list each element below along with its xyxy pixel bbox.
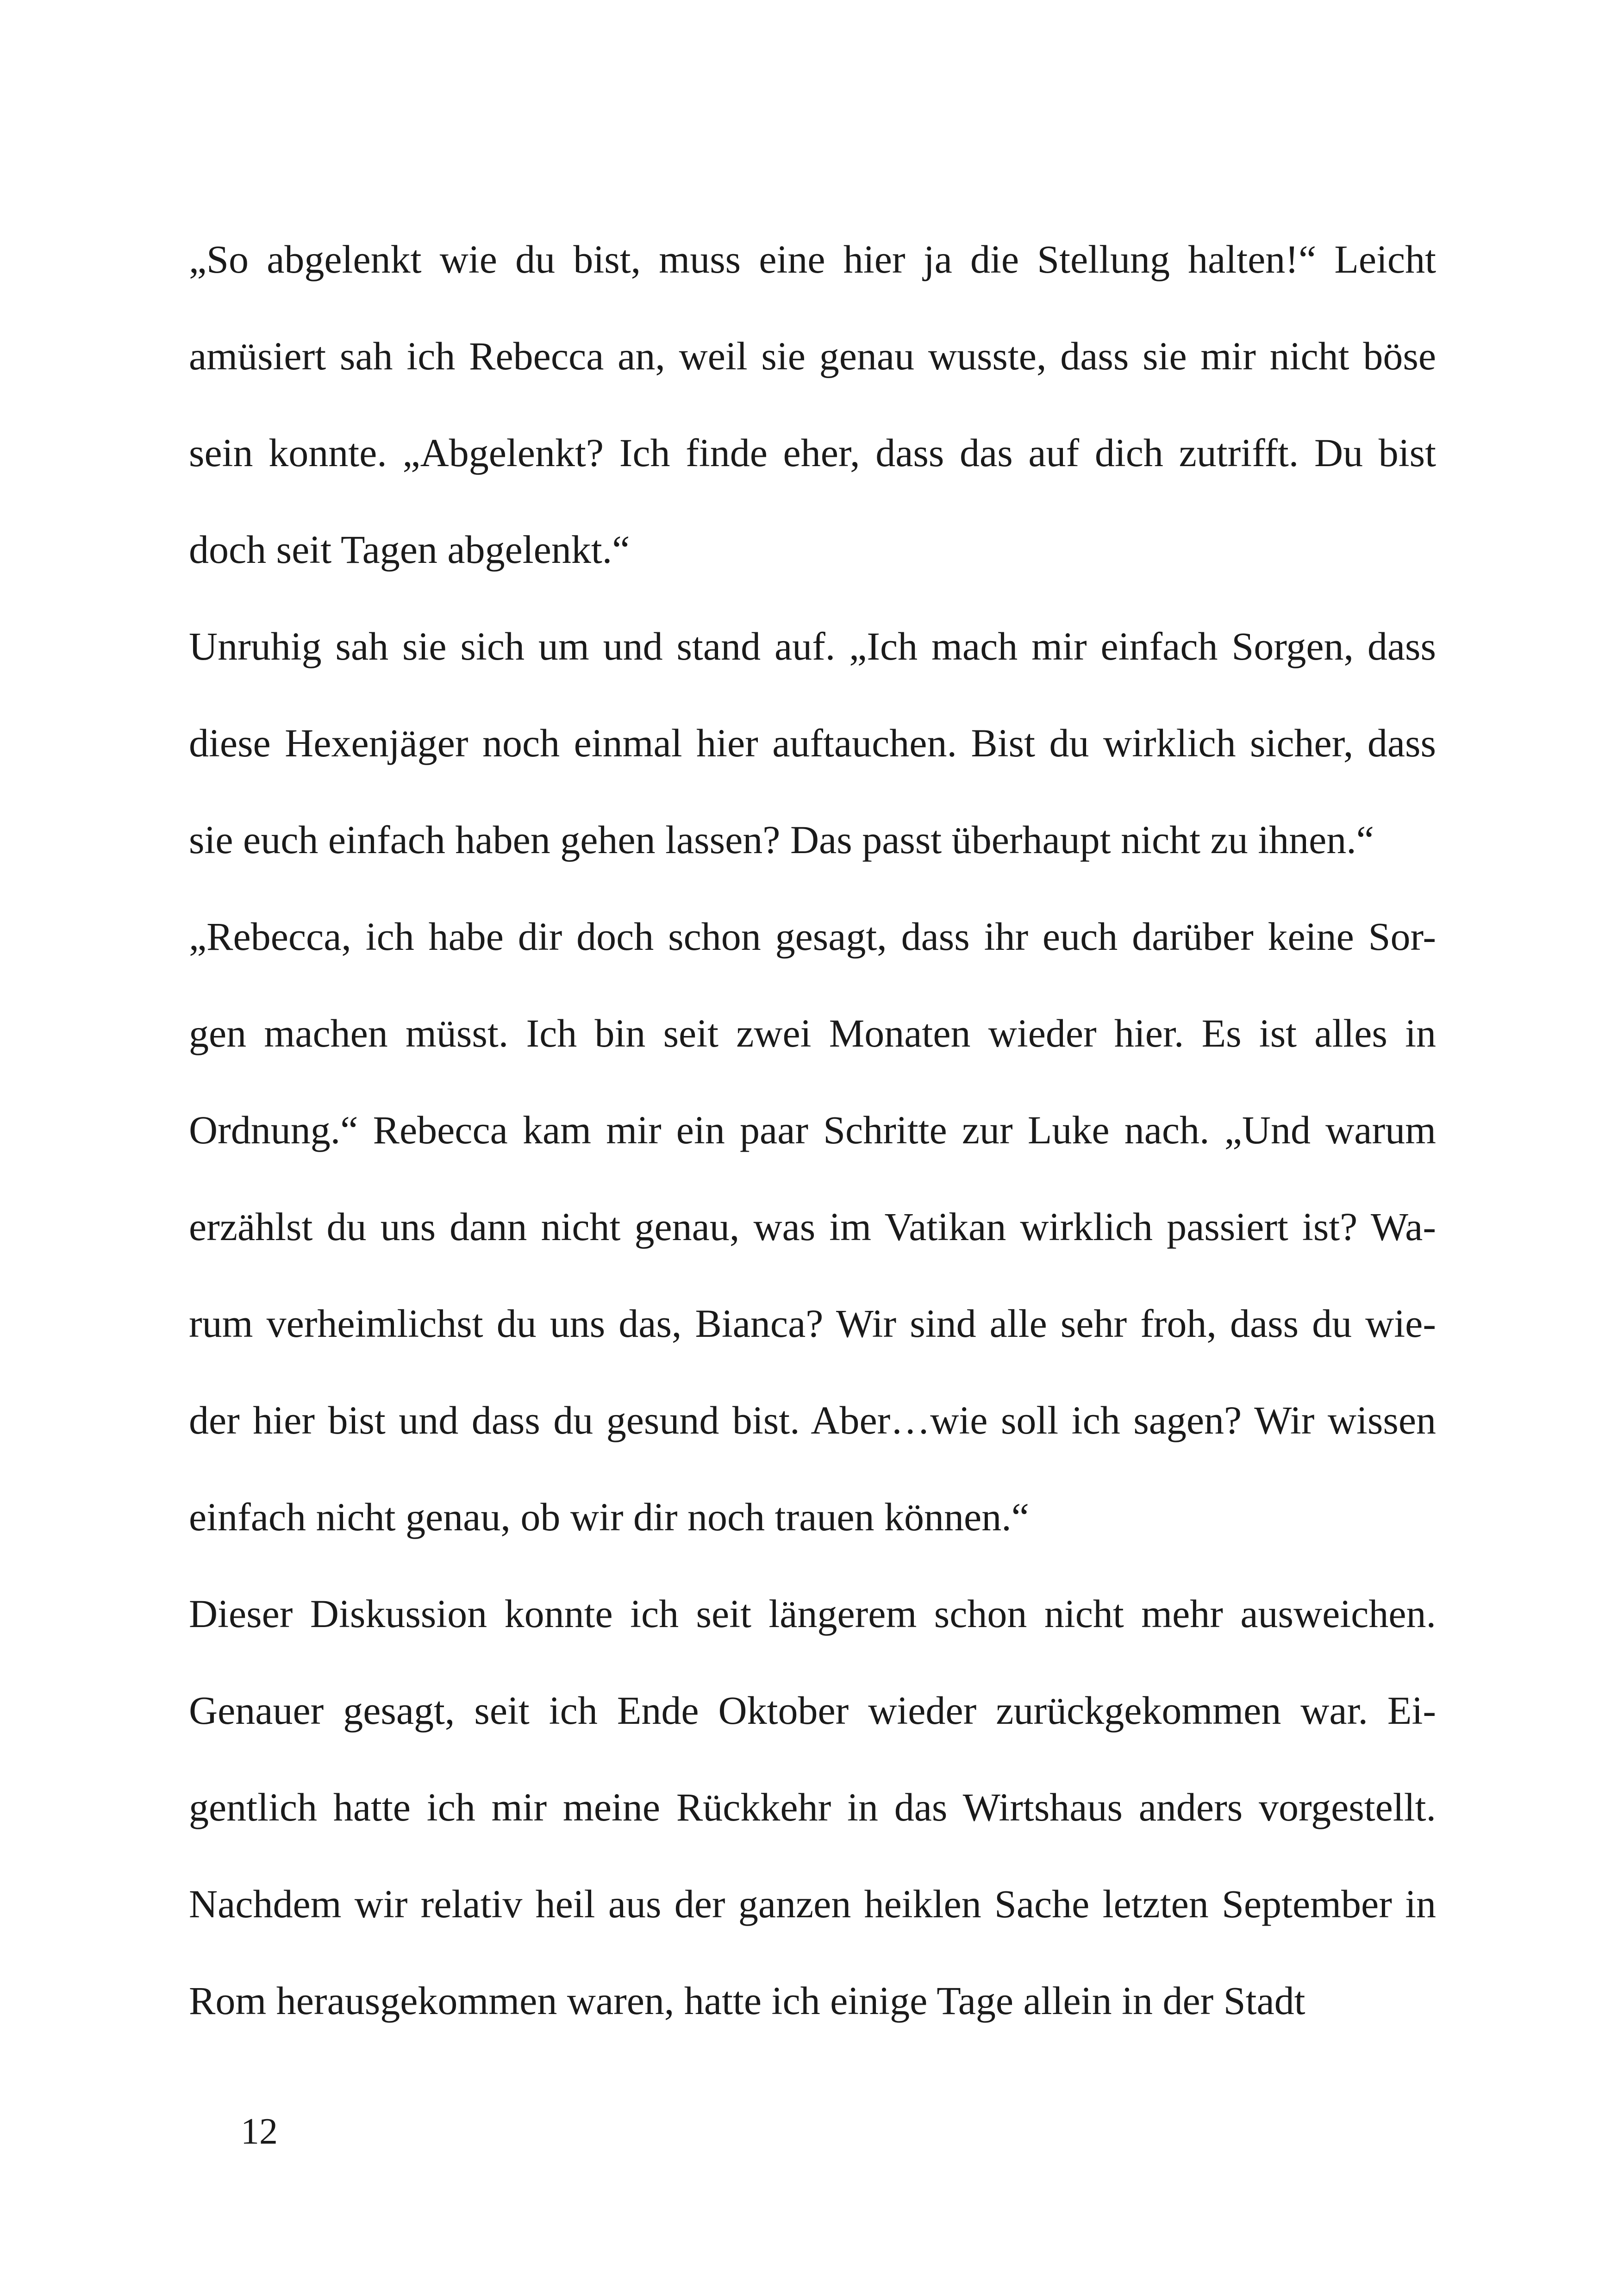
text-line: Nachdem wir relativ heil aus der ganzen heiklen Sache letzten September in [189, 1882, 1436, 1926]
text-line: „So abgelenkt wie du bist, muss eine hier ja die Stellung halten!“ Leicht [189, 237, 1436, 281]
text-line: diese Hexenjäger noch einmal hier auftauchen. Bist du wirklich sicher, dass [189, 721, 1436, 765]
text-line: einfach nicht genau, ob wir dir noch trauen können.“ [189, 1495, 1029, 1539]
text-line: Dieser Diskussion konnte ich seit längerem schon nicht mehr ausweichen. [189, 1591, 1436, 1636]
text-line: Genauer gesagt, seit ich Ende Oktober wieder zurückgekommen war. Ei- [189, 1688, 1436, 1733]
text-line: „Rebecca, ich habe dir doch schon gesagt, dass ihr euch darüber keine Sor- [189, 914, 1436, 959]
text-line: gen machen müsst. Ich bin seit zwei Monaten wieder hier. Es ist alles in [189, 1011, 1436, 1055]
body-text [189, 211, 1436, 2049]
text-line: gentlich hatte ich mir meine Rückkehr in das Wirtshaus anders vorgestellt. [189, 1785, 1436, 1829]
text-line: sie euch einfach haben gehen lassen? Das passt überhaupt nicht zu ihnen.“ [189, 817, 1374, 862]
text-line: doch seit Tagen abgelenkt.“ [189, 527, 630, 572]
text-line: Rom herausgekommen waren, hatte ich einige Tage allein in der Stadt [189, 1978, 1305, 2023]
text-line: sein konnte. „Abgelenkt? Ich finde eher, dass das auf dich zutrifft. Du bist [189, 430, 1436, 475]
text-line: der hier bist und dass du gesund bist. Aber…wie soll ich sagen? Wir wissen [189, 1398, 1436, 1442]
text-line: Unruhig sah sie sich um und stand auf. „Ich mach mir einfach Sorgen, dass [189, 624, 1436, 668]
text-line: amüsiert sah ich Rebecca an, weil sie genau wusste, dass sie mir nicht böse [189, 334, 1436, 378]
text-line: rum verheimlichst du uns das, Bianca? Wir sind alle sehr froh, dass du wie- [189, 1301, 1436, 1346]
text-line: erzählst du uns dann nicht genau, was im Vatikan wirklich passiert ist? Wa- [189, 1204, 1436, 1249]
page-number: 12 [241, 2111, 278, 2152]
text-line: Ordnung.“ Rebecca kam mir ein paar Schritte zur Luke nach. „Und warum [189, 1108, 1436, 1152]
